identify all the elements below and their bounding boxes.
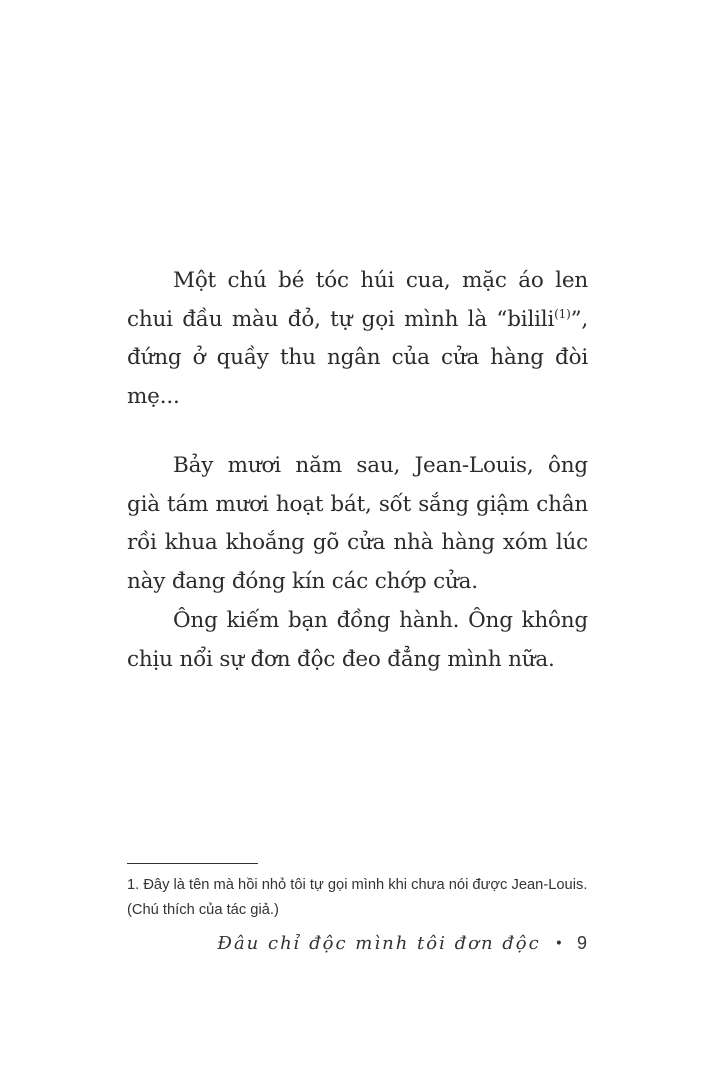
paragraph: Ông kiếm bạn đồng hành. Ông không chịu nổi sự đơn độc đeo đẳng mình nữa. (127, 607, 588, 672)
footnote-line: 1. Đây là tên mà hồi nhỏ tôi tự gọi mình khi chưa nói được Jean-Louis. (127, 877, 588, 893)
bullet-separator: • (554, 935, 563, 952)
book-title: Đâu chỉ độc mình tôi đơn độc (217, 933, 541, 954)
footnote-divider (127, 863, 258, 864)
footnote-reference: (1) (554, 306, 571, 321)
paragraph-text: ”, đứng ở quầy thu ngân của cửa hàng đòi mẹ... (127, 306, 588, 410)
second-passage (127, 447, 588, 679)
running-footer (217, 933, 587, 954)
footnote-line: (Chú thích của tác giả.) (127, 902, 279, 918)
footnote (127, 873, 597, 923)
page-number: 9 (576, 933, 587, 953)
opening-passage (127, 262, 588, 417)
paragraph: Bảy mươi năm sau, Jean-Louis, ông già tám mươi hoạt bát, sốt sắng giậm chân rồi khua khoắng gõ cửa nhà hàng xóm lúc này đang đóng kín các chớp cửa. (127, 453, 588, 595)
paragraph-text: Một chú bé tóc húi cua, mặc áo len chui đầu màu đỏ, tự gọi mình là “bilili (127, 268, 588, 332)
paragraph (127, 262, 588, 417)
